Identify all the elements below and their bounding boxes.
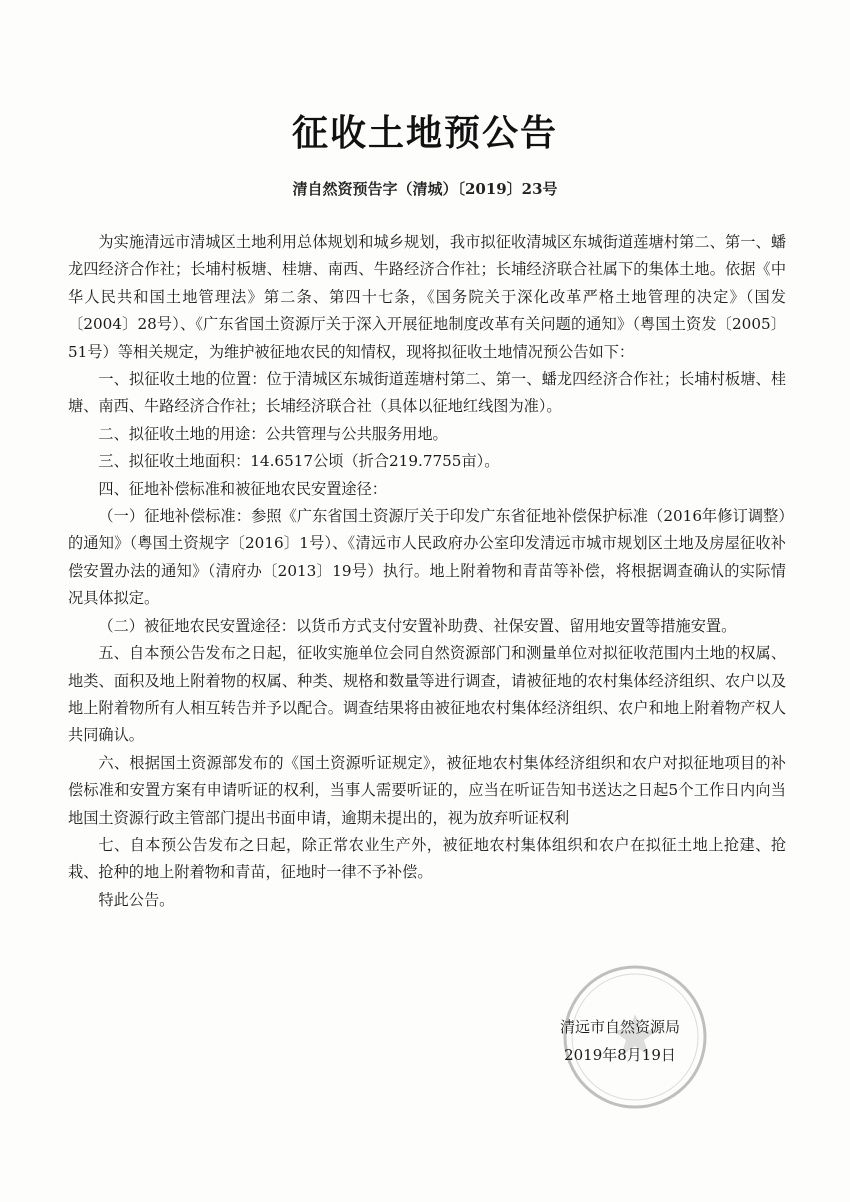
issuer-name: 清远市自然资源局 — [559, 1018, 680, 1036]
paragraph-hearing: 六、根据国土资源部发布的《国土资源听证规定》，被征地农村集体经济组织和农户对拟征地项目的补偿标准和安置方案有申请听证的权利，当事人需要听证的，应当在听证告知书送达之日起5个工作日内向当地国土资源行政主管部门提出书面申请，逾期未提出的，视为放弃听证权利 — [68, 753, 786, 827]
paragraph-resettlement: （二）被征地农民安置途径：以货币方式支付安置补助费、社保安置、留用地安置等措施安置。 — [98, 616, 737, 635]
paragraph-compensation-standard: （一）征地补偿标准：参照《广东省国土资源厅关于印发广东省征地补偿保护标准（2016年修订调整）的通知》（粤国土资规字〔2016〕1号）、《清远市人民政府办公室印发清远市城市规划区土地及房屋征收补偿安置办法的通知》（清府办〔2013〕19号）执行。地上附着物和青苗等补偿，将根据调查确认的实际情况具体拟定。 — [68, 507, 786, 608]
paragraph-closing: 特此公告。 — [98, 890, 175, 909]
paragraph-area: 三、拟征收土地面积：14.6517公顷（折合219.7755亩）。 — [98, 452, 500, 471]
issue-date: 2019年8月19日 — [564, 1046, 676, 1064]
paragraph-survey: 五、自本预公告发布之日起，征收实施单位会同自然资源部门和测量单位对拟征收范围内土地的权属、地类、面积及地上附着物的权属、种类、规格和数量等进行调查，请被征地的农村集体经济组织、农户以及地上附着物所有人相互转告并予以配合。调查结果将由被征地农村集体经济组织、农户和地上附着物产权人共同确认。 — [68, 644, 786, 745]
document-number: 清自然资预告字（清城）〔2019〕23号 — [292, 180, 558, 198]
paragraph-location: 一、拟征收土地的位置：位于清城区东城街道莲塘村第二、第一、蟠龙四经济合作社；长埔村板塘、桂塘、南西、牛路经济合作社；长埔经济联合社（具体以征地红线图为准）。 — [68, 370, 786, 416]
paragraph-no-compensation: 七、自本预公告发布之日起，除正常农业生产外，被征地农村集体组织和农户在拟征土地上抢建、抢栽、抢种的地上附着物和青苗，征地时一律不予补偿。 — [68, 835, 786, 882]
paragraph-usage: 二、拟征收土地的用途：公共管理与公共服务用地。 — [98, 424, 448, 443]
paragraph-compensation-heading: 四、征地补偿标准和被征地农民安置途径： — [98, 479, 387, 498]
signature-block — [545, 1013, 695, 1069]
page-title: 征收土地预公告 — [291, 113, 558, 154]
paragraph-intro: 为实施清远市清城区土地利用总体规划和城乡规划，我市拟征收清城区东城街道莲塘村第二、第一、蟠龙四经济合作社；长埔村板塘、桂塘、南西、牛路经济合作社；长埔经济联合社属下的集体土地。依据《中华人民共和国土地管理法》第二条、第四十七条，《国务院关于深化改革严格土地管理的决定》（国发〔2004〕28号）、《广东省国土资源厅关于深入开展征地制度改革有关问题的通知》（粤国土资发〔2005〕51号）等相关规定，为维护被征地农民的知情权，现将拟征收土地情况预公告如下： — [68, 233, 786, 361]
document-body — [68, 229, 786, 914]
